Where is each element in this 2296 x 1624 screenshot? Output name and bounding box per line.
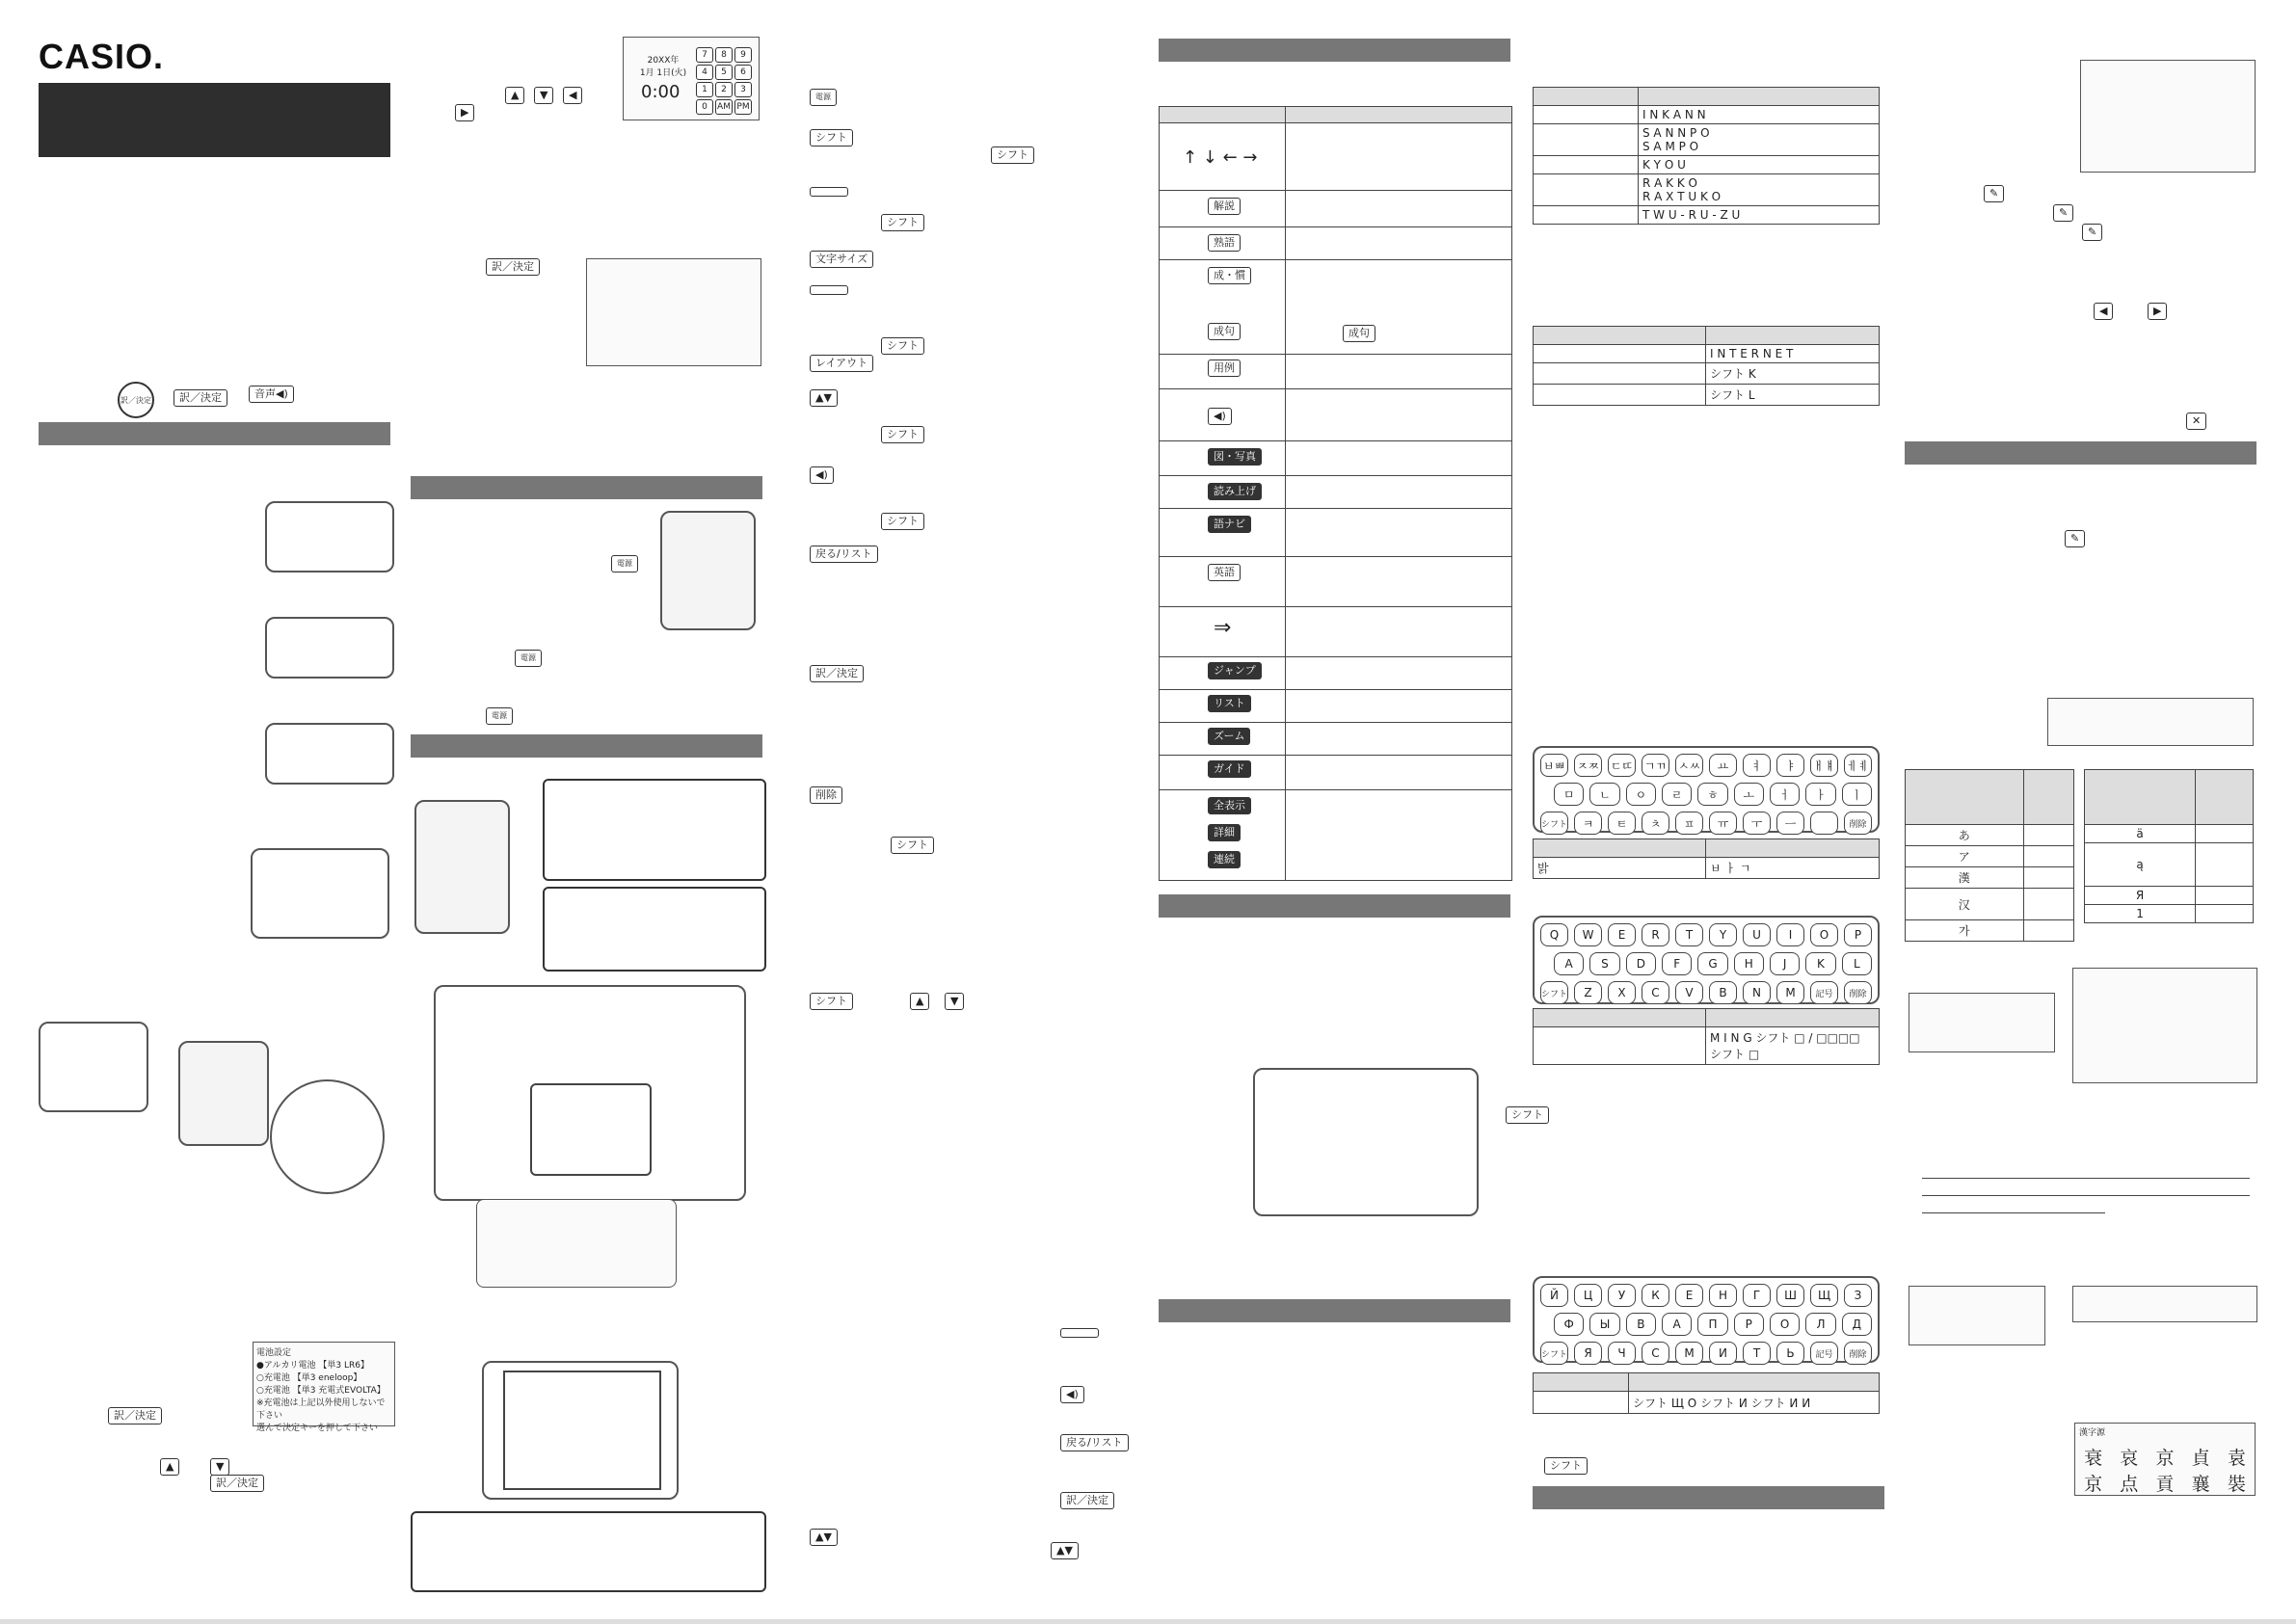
page-down-key[interactable]: ▼ [945, 993, 964, 1010]
hangul-key[interactable]: ㅈㅉ [1574, 754, 1602, 777]
power-key[interactable]: 電源 [810, 89, 837, 106]
cyrillic-key[interactable]: Ч [1608, 1342, 1636, 1365]
romaji-table [1533, 87, 1880, 225]
hangul-key[interactable]: ㅌ [1608, 812, 1636, 835]
keypad-key[interactable]: 5 [715, 65, 733, 80]
english-icon: 英語 [1208, 564, 1241, 581]
continuous-icon: 連続 [1208, 851, 1241, 868]
cyrillic-key[interactable]: С [1642, 1342, 1669, 1365]
word-navi-icon: 語ナビ [1208, 516, 1251, 533]
keypad-key[interactable]: 8 [715, 47, 733, 63]
device-overview-illustration [414, 800, 510, 934]
voice-key[interactable]: ◀) [810, 466, 834, 484]
hangul-key[interactable]: ㅜ [1743, 812, 1771, 835]
section-bar [1159, 39, 1510, 62]
cyrillic-key[interactable]: П [1697, 1313, 1727, 1336]
left-arrow-key[interactable]: ◀ [563, 87, 582, 104]
hangul-key[interactable]: ㅓ [1770, 783, 1800, 806]
latin-key[interactable]: G [1697, 952, 1727, 975]
page-up-down-key[interactable]: ▲▼ [810, 1529, 838, 1546]
symbol-key[interactable]: 記号 [1810, 1342, 1838, 1365]
latin-key[interactable]: B [1709, 981, 1737, 1004]
latin-example-table: M I N G シフト □ / □□□□ シフト □ [1533, 1008, 1880, 1065]
blank-key[interactable] [810, 187, 848, 197]
cyrillic-key[interactable]: Й [1540, 1284, 1568, 1307]
decide-key[interactable]: 訳／決定 [810, 665, 864, 682]
latin-key[interactable]: F [1662, 952, 1692, 975]
cyrillic-key[interactable]: Ц [1574, 1284, 1602, 1307]
reset-illustration [251, 848, 389, 939]
idiom-icon: 熟語 [1208, 234, 1241, 252]
detail-icon: 詳細 [1208, 824, 1241, 841]
keypad-key[interactable]: PM [734, 99, 752, 115]
icon-table [1159, 106, 1512, 881]
pen-icon[interactable]: ✎ [2065, 530, 2085, 547]
cyrillic-keyboard [1533, 1276, 1880, 1363]
page-up-key[interactable]: ▲ [910, 993, 929, 1010]
kanji-candidate[interactable]: 衰 [2084, 1448, 2103, 1469]
set-phrase-icon: 成・慣 [1208, 267, 1251, 284]
latin-key[interactable]: D [1626, 952, 1656, 975]
power-key[interactable]: 電源 [486, 707, 513, 725]
main-screen-diagram [482, 1361, 679, 1500]
input-screen-small [1909, 993, 2055, 1052]
cyrillic-key[interactable]: А [1662, 1313, 1692, 1336]
sub-screen-zoom [476, 1199, 677, 1288]
title-banner [39, 83, 390, 157]
handwrite-icon[interactable]: ✎ [2053, 204, 2073, 222]
space-key[interactable] [1810, 812, 1838, 835]
latin-key[interactable]: X [1608, 981, 1636, 1004]
section-bar [411, 734, 762, 758]
jump-arrows-icon: ⇒ [1214, 616, 1232, 640]
decide-key[interactable]: 訳／決定 [210, 1475, 264, 1492]
callout-box-lower [543, 887, 766, 972]
cyrillic-key[interactable]: В [1626, 1313, 1656, 1336]
device-illustration [178, 1041, 269, 1146]
delete-key[interactable]: 削除 [1844, 1342, 1872, 1365]
back-list-key[interactable]: 戻る/リスト [1060, 1434, 1129, 1451]
cyrillic-key[interactable]: Р [1734, 1313, 1764, 1336]
latin-key[interactable]: V [1675, 981, 1703, 1004]
decide-key[interactable]: 訳／決定 [1060, 1492, 1114, 1509]
hangul-key[interactable]: ㅛ [1709, 754, 1737, 777]
shift-key[interactable]: シフト [1540, 1342, 1568, 1365]
hangul-key[interactable]: ㅍ [1675, 812, 1703, 835]
kanji-candidate[interactable]: 襄 [2191, 1474, 2210, 1495]
explanation-icon: 解説 [1208, 198, 1241, 215]
cyrillic-key[interactable]: Я [1574, 1342, 1602, 1365]
voice-key[interactable]: ◀) [1060, 1386, 1084, 1403]
layout-key[interactable]: レイアウト [810, 355, 873, 372]
stylus-illustration [1253, 1068, 1479, 1216]
hangul-key[interactable]: ㅇ [1626, 783, 1656, 806]
latin-key[interactable]: P [1844, 923, 1872, 946]
romaji-cell: R A K K O R A X T U K O [1639, 174, 1880, 206]
handwriting-screen [2080, 60, 2256, 173]
latin-key[interactable]: H [1734, 952, 1764, 975]
sub-screen [530, 1083, 652, 1176]
delete-key[interactable]: 削除 [1844, 981, 1872, 1004]
blank-key[interactable] [810, 285, 848, 295]
footer-strip [0, 1619, 2296, 1624]
hangul-key[interactable]: ㄷㄸ [1608, 754, 1636, 777]
keyboard-diagram [434, 985, 746, 1201]
icon-table-header [1160, 107, 1511, 123]
page-up-down-key[interactable]: ▲▼ [1051, 1542, 1079, 1559]
section-bar [39, 422, 390, 445]
keypad-key[interactable]: 3 [734, 82, 752, 97]
cyrillic-key[interactable]: Л [1805, 1313, 1835, 1336]
search-list-screen [2047, 698, 2254, 746]
hand-open-illustration [39, 1022, 148, 1112]
jump-icon: ジャンプ [1208, 662, 1262, 679]
back-list-key[interactable]: 戻る/リスト [810, 546, 878, 563]
hangul-example-table: 밝 ㅂ ㅏ ㄱ [1533, 839, 1880, 879]
input-screen-large [2072, 968, 2257, 1083]
shift-key[interactable]: シフト [881, 214, 924, 231]
section-bar [1905, 441, 2256, 465]
latin-key[interactable]: N [1743, 981, 1771, 1004]
hangul-key[interactable]: ㅏ [1805, 783, 1835, 806]
latin-key[interactable]: I [1776, 923, 1804, 946]
pen-icon[interactable]: ✎ [2082, 224, 2102, 241]
romaji-cell: T W U - R U - Z U [1639, 206, 1880, 225]
section-bar [1533, 1486, 1884, 1509]
cyrillic-key[interactable]: О [1770, 1313, 1800, 1336]
kanji-result-screen [2072, 1286, 2257, 1322]
voice-icon: ◀) [1208, 408, 1232, 425]
kanji-candidate[interactable]: 点 [2120, 1474, 2139, 1495]
delete-key[interactable]: 削除 [810, 786, 842, 804]
show-all-icon: 全表示 [1208, 797, 1251, 814]
cyrillic-key[interactable]: Г [1743, 1284, 1771, 1307]
cyrillic-key[interactable]: У [1608, 1284, 1636, 1307]
hangul-key[interactable]: ㅁ [1554, 783, 1584, 806]
keypad-key[interactable]: 2 [715, 82, 733, 97]
keypad-key[interactable]: 9 [734, 47, 752, 63]
casio-logo: CASIO. [39, 37, 165, 76]
latin-key[interactable]: C [1642, 981, 1669, 1004]
hangul-key[interactable]: ㅔㅖ [1844, 754, 1872, 777]
cyrillic-key[interactable]: Ь [1776, 1342, 1804, 1365]
cyrillic-key[interactable]: Д [1842, 1313, 1872, 1336]
blank-key[interactable] [1060, 1328, 1099, 1338]
latin-key[interactable]: M [1776, 981, 1804, 1004]
clock-keypad [696, 47, 752, 115]
latin-key[interactable]: L [1842, 952, 1872, 975]
latin-key[interactable]: T [1675, 923, 1703, 946]
kanji-candidate[interactable]: 貞 [2191, 1448, 2210, 1469]
divider [1922, 1178, 2250, 1179]
hangul-key[interactable]: ㅐㅒ [1810, 754, 1838, 777]
main-screen [503, 1371, 661, 1490]
hangul-key[interactable]: ㄱㄲ [1642, 754, 1669, 777]
shift-key[interactable]: シフト [991, 146, 1034, 164]
up-arrow-key[interactable]: ▲ [505, 87, 524, 104]
symbol-key[interactable]: 記号 [1810, 981, 1838, 1004]
cyrillic-example-table: シフト Щ О シフト И シフト И И [1533, 1372, 1880, 1414]
keypad-key[interactable]: 4 [696, 65, 713, 80]
right-arrow-key[interactable]: ▶ [2148, 303, 2167, 320]
picture-icon: 図・写真 [1208, 448, 1262, 466]
hangul-key[interactable]: ㅠ [1709, 812, 1737, 835]
shortcut-table: I N T E R N E T シフト K シフト L [1533, 326, 1880, 406]
hangul-key[interactable]: ㅋ [1574, 812, 1602, 835]
romaji-cell: S A N N P O S A M P O [1639, 124, 1880, 156]
hangul-key[interactable]: ㄴ [1589, 783, 1619, 806]
shift-key[interactable]: シフト [1540, 812, 1568, 835]
cyrillic-key[interactable]: М [1675, 1342, 1703, 1365]
battery-dialog: 電池設定 ●アルカリ電池 【単3 LR6】 ○充電池 【単3 eneloop】 ○充電池 【単3 充電式EVOLTA】 ※充電池は上記以外使用しないで下さい 選んで決定キーを押して下さい [253, 1342, 395, 1426]
delete-key[interactable]: 削除 [1844, 812, 1872, 835]
kanji-candidate[interactable]: 裝 [2227, 1474, 2246, 1495]
callout-box-screen [411, 1511, 766, 1592]
phrase-icon: 成句 [1343, 325, 1375, 342]
divider [1922, 1212, 2105, 1213]
down-arrow-key[interactable]: ▼ [534, 87, 553, 104]
shift-key[interactable]: シフト [881, 337, 924, 355]
hangul-key[interactable]: ㅡ [1776, 812, 1804, 835]
kanji-candidate[interactable]: 哀 [2120, 1448, 2139, 1469]
latin-key[interactable]: Z [1574, 981, 1602, 1004]
latin-key[interactable]: Y [1709, 923, 1737, 946]
keypad-key[interactable]: 1 [696, 82, 713, 97]
page-up-down-key[interactable]: ▲▼ [810, 389, 838, 407]
kanji-candidate-panel: 漢字源 衰 哀 京 貞 袁 京 点 貢 襄 裝 [2074, 1423, 2256, 1496]
close-icon[interactable]: ✕ [2186, 413, 2206, 430]
shift-key[interactable]: シフト [810, 129, 853, 146]
cyrillic-key[interactable]: Н [1709, 1284, 1737, 1307]
hangul-key[interactable]: ㅎ [1697, 783, 1727, 806]
read-aloud-icon: 読み上げ [1208, 483, 1262, 500]
latin-key[interactable]: K [1805, 952, 1835, 975]
cyrillic-key[interactable]: Т [1743, 1342, 1771, 1365]
hangul-key[interactable]: ㅊ [1642, 812, 1669, 835]
latin-key[interactable]: E [1608, 923, 1636, 946]
font-size-key[interactable]: 文字サイズ [810, 251, 873, 268]
section-bar [1159, 1299, 1510, 1322]
latin-keyboard [1533, 916, 1880, 1004]
decide-key[interactable]: 訳／決定 [486, 258, 540, 276]
keypad-key[interactable]: 7 [696, 47, 713, 63]
keypad-key[interactable]: 6 [734, 65, 752, 80]
latin-key[interactable]: U [1743, 923, 1771, 946]
keypad-key[interactable]: AM [715, 99, 733, 115]
hangul-key[interactable]: ㅅㅆ [1675, 754, 1703, 777]
latin-key[interactable]: S [1589, 952, 1619, 975]
romaji-cell: K Y O U [1639, 156, 1880, 174]
kanji-candidate[interactable]: 京 [2084, 1474, 2103, 1495]
hangul-key[interactable]: ㅣ [1842, 783, 1872, 806]
latin-key[interactable]: J [1770, 952, 1800, 975]
down-arrow-key[interactable]: ▼ [210, 1458, 229, 1476]
shift-key[interactable]: シフト [1540, 981, 1568, 1004]
shift-key[interactable]: シフト [810, 993, 853, 1010]
list-icon: リスト [1208, 695, 1251, 712]
power-key[interactable]: 電源 [611, 555, 638, 572]
cyrillic-key[interactable]: З [1844, 1284, 1872, 1307]
right-arrow-key[interactable]: ▶ [455, 104, 474, 121]
kanji-input-screen [1909, 1286, 2045, 1345]
cyrillic-key[interactable]: Е [1675, 1284, 1703, 1307]
power-key[interactable]: 電源 [515, 650, 542, 667]
latin-key[interactable]: R [1642, 923, 1669, 946]
cyrillic-key[interactable]: Ш [1776, 1284, 1804, 1307]
menu-screen [586, 258, 761, 366]
hangul-key[interactable]: ㅗ [1734, 783, 1764, 806]
clock-setting-screen: 20XX年 1月 1日(火) 0:00 7 8 9 4 5 6 1 2 3 0 AM PM [623, 37, 760, 120]
zoom-icon: ズーム [1208, 728, 1250, 745]
romaji-cell: I N K A N N [1639, 106, 1880, 124]
callout-box-upper [543, 779, 766, 881]
shift-key[interactable]: シフト [1506, 1106, 1549, 1124]
battery-illustration-2 [265, 617, 394, 679]
latin-key[interactable]: Q [1540, 923, 1568, 946]
kanji-candidate[interactable]: 京 [2155, 1448, 2175, 1469]
hangul-key[interactable]: ㄹ [1662, 783, 1692, 806]
arrow-keys-icon: ↑ ↓ ← → [1183, 147, 1258, 168]
cursor-pad-illustration [270, 1079, 385, 1194]
cyrillic-key[interactable]: Ф [1554, 1313, 1584, 1336]
cyrillic-key[interactable]: И [1709, 1342, 1737, 1365]
shift-key[interactable]: シフト [881, 513, 924, 530]
hangul-key[interactable]: ㅂㅃ [1540, 754, 1568, 777]
guide-icon: ガイド [1208, 760, 1251, 778]
latin-key[interactable]: A [1554, 952, 1584, 975]
battery-illustration-1 [265, 501, 394, 572]
power-device-illustration [660, 511, 756, 630]
hangul-key[interactable]: ㅕ [1743, 754, 1771, 777]
kanji-candidate[interactable]: 袁 [2227, 1448, 2246, 1469]
shift-key[interactable]: シフト [1544, 1457, 1588, 1475]
kanji-candidate[interactable]: 貢 [2155, 1474, 2175, 1495]
decide-key[interactable]: 訳／決定 [108, 1407, 162, 1424]
handwrite-icon[interactable]: ✎ [1984, 185, 2004, 202]
cyrillic-key[interactable]: К [1642, 1284, 1669, 1307]
cyrillic-key[interactable]: Щ [1810, 1284, 1838, 1307]
left-arrow-key[interactable]: ◀ [2094, 303, 2113, 320]
latin-key[interactable]: O [1810, 923, 1838, 946]
voice-key[interactable]: 音声◀) [249, 386, 294, 403]
example-icon: 用例 [1208, 359, 1241, 377]
divider [1922, 1195, 2250, 1196]
shift-key[interactable]: シフト [881, 426, 924, 443]
up-arrow-key[interactable]: ▲ [160, 1458, 179, 1476]
keypad-key[interactable]: 0 [696, 99, 713, 115]
shift-key[interactable]: シフト [891, 837, 934, 854]
battery-illustration-3 [265, 723, 394, 785]
char-type-table-left: あ ア 漢 汉 가 [1905, 769, 2074, 942]
hangul-keyboard [1533, 746, 1880, 833]
section-bar [411, 476, 762, 499]
cyrillic-key[interactable]: Ы [1589, 1313, 1619, 1336]
latin-key[interactable]: W [1574, 923, 1602, 946]
char-type-table-right: ä ą Я 1 [2084, 769, 2254, 923]
phrase-icon: 成句 [1208, 323, 1241, 340]
decide-round-button[interactable]: 訳／決定 [118, 382, 154, 418]
section-bar [1159, 894, 1510, 918]
decide-key[interactable]: 訳／決定 [174, 389, 227, 407]
hangul-key[interactable]: ㅑ [1776, 754, 1804, 777]
